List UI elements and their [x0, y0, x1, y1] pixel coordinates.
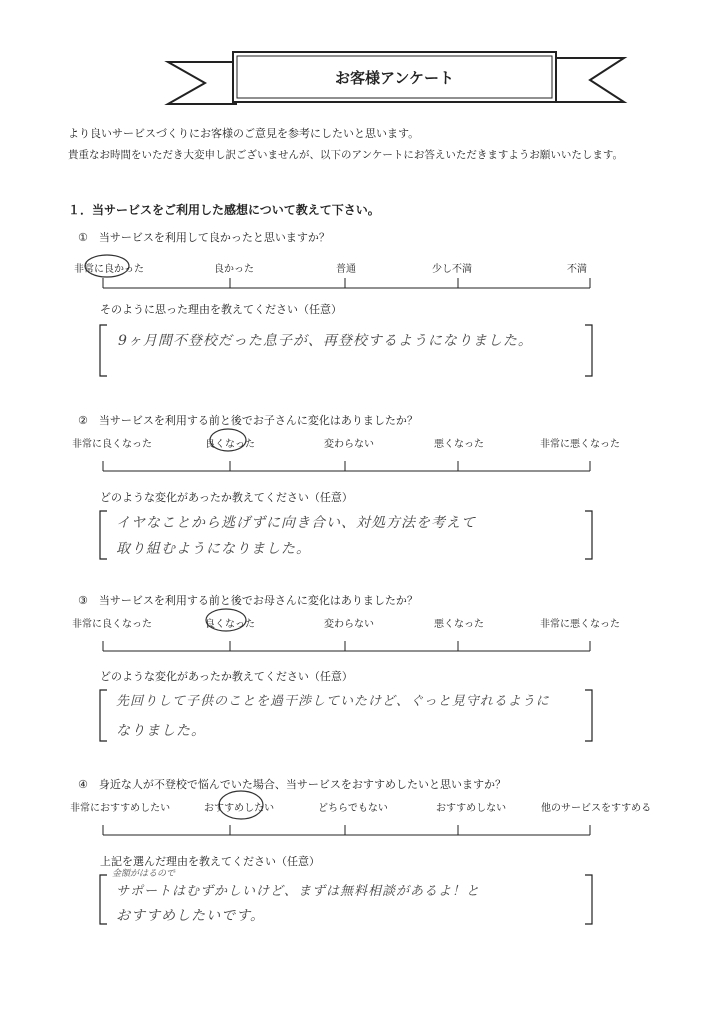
q4-answer-bracket-left [100, 875, 107, 924]
q3-option-2[interactable]: 良くなった [205, 619, 255, 630]
q2-answer-line-2[interactable]: 取り組むようになりました。 [116, 541, 311, 557]
q1-option-1[interactable]: 非常に良かった [74, 264, 144, 275]
q3-option-1[interactable]: 非常に良くなった [72, 619, 152, 630]
q3-answer-line-2[interactable]: なりました。 [116, 723, 206, 739]
q3-option-3[interactable]: 変わらない [324, 619, 374, 630]
q1-option-3[interactable]: 普通 [336, 264, 356, 275]
q4-option-1[interactable]: 非常におすすめしたい [70, 803, 171, 814]
q3-reason-label: どのような変化があったか教えてください（任意） [100, 670, 353, 683]
q4-option-3[interactable]: どちらでもない [318, 803, 388, 814]
q4-option-5[interactable]: 他のサービスをすすめる [541, 803, 652, 814]
page-title: お客様アンケート [334, 68, 455, 87]
q2-reason-label: どのような変化があったか教えてください（任意） [100, 491, 353, 504]
q2-scale-line [103, 461, 590, 471]
banner-right-tail [556, 58, 624, 102]
q1-answer-bracket-left [100, 325, 107, 376]
q4-answer-line-1[interactable]: サポートはむずかしいけど、まずは無料相談があるよ！と [116, 884, 481, 899]
q3-answer-line-1[interactable]: 先回りして子供のことを過干渉していたけど、ぐっと見守れるように [116, 694, 550, 709]
q2-option-4[interactable]: 悪くなった [434, 439, 484, 450]
q2-answer-bracket-left [100, 511, 107, 559]
q2-answer-bracket-right [585, 511, 592, 559]
q2-question: ② 当サービスを利用する前と後でお子さんに変化はありましたか？ [78, 414, 418, 427]
q4-scale-line [103, 825, 590, 835]
q3-answer-bracket-left [100, 690, 107, 741]
q2-option-2[interactable]: 良くなった [205, 439, 255, 450]
q2-option-3[interactable]: 変わらない [324, 439, 374, 450]
q2-option-1[interactable]: 非常に良くなった [72, 439, 152, 450]
q1-scale-line [103, 278, 590, 288]
q3-answer-bracket-right [585, 690, 592, 741]
q2-answer-line-1[interactable]: イヤなことから逃げずに向き合い、対処方法を考えて [116, 515, 476, 531]
q3-scale-line [103, 641, 590, 651]
q4-answer-bracket-right [585, 875, 592, 924]
q1-answer-text[interactable]: 9ヶ月間不登校だった息子が、再登校するようになりました。 [118, 333, 533, 349]
q4-answer-note[interactable]: 金額がはるので [112, 869, 176, 879]
q4-option-4[interactable]: おすすめしない [436, 803, 507, 814]
q4-answer-line-2[interactable]: おすすめしたいです。 [116, 908, 266, 924]
q1-option-2[interactable]: 良かった [214, 264, 254, 275]
intro-line-1: より良いサービスづくりにお客様のご意見を参考にしたいと思います。 [68, 127, 420, 140]
q3-option-4[interactable]: 悪くなった [434, 619, 484, 630]
q4-question: ④ 身近な人が不登校で悩んでいた場合、当サービスをおすすめしたいと思いますか？ [78, 778, 506, 791]
q1-question: ① 当サービスを利用して良かったと思いますか？ [78, 231, 330, 244]
q1-answer-bracket-right [585, 325, 592, 376]
section-1-title: １．当サービスをご利用した感想について教えて下さい。 [68, 203, 380, 217]
q4-reason-label: 上記を選んだ理由を教えてください（任意） [100, 855, 320, 868]
q1-option-4[interactable]: 少し不満 [432, 264, 472, 275]
q1-option-5[interactable]: 不満 [567, 264, 587, 275]
q2-option-5[interactable]: 非常に悪くなった [540, 439, 620, 450]
intro-line-2: 貴重なお時間をいただき大変申し訳ございませんが、以下のアンケートにお答えいただきますようお願いいたします。 [68, 149, 624, 161]
q4-option-2[interactable]: おすすめしたい [204, 803, 275, 814]
q3-question: ③ 当サービスを利用する前と後でお母さんに変化はありましたか？ [78, 594, 418, 607]
q1-reason-label: そのように思った理由を教えてください（任意） [100, 303, 342, 316]
banner-left-tail [168, 62, 236, 104]
q3-option-5[interactable]: 非常に悪くなった [540, 619, 620, 630]
